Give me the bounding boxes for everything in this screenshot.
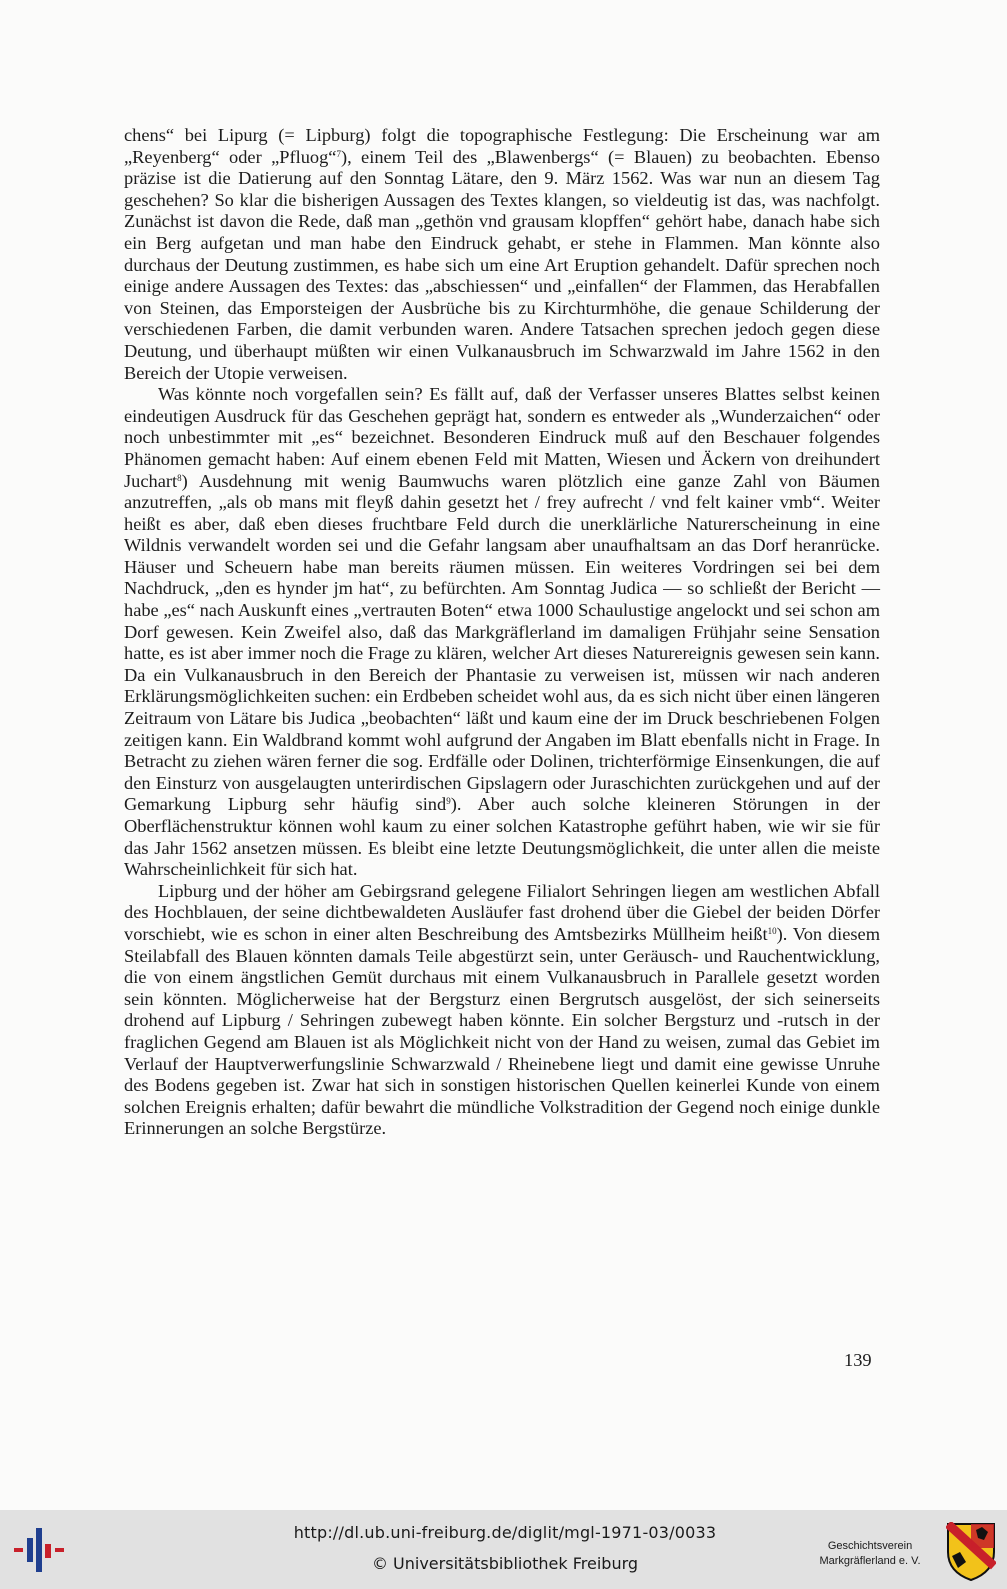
coat-of-arms-icon [946, 1522, 996, 1582]
paragraph-text: Was könnte noch vorgefallen sein? Es fällt auf, daß der Verfasser unseres Blattes selbst keinen eindeutigen Ausdruck für das Geschehen geprägt hat, sondern es entweder als „Wunderzaichen“ oder noch unbestimmter mit „es“ bezeichnet. Besonderen Eindruck muß auf den Beschauer folgendes Phänomen gemacht haben: Auf einem ebenen Feld mit Matten, Wiesen und Äckern von dreihundert Juchart [124, 384, 880, 491]
paragraph-text: ). Aber auch solche kleineren Störungen in der Oberflächenstruktur können wohl kaum zu einer solchen Katastrophe geführt haben, wie wir sie für das Jahr 1562 ansetzen müssen. Es bleibt eine letzte Deutungsmöglichkeit, die unter allen die meiste Wahrscheinlichkeit für sich hat. [124, 794, 880, 880]
page-number: 139 [844, 1350, 872, 1370]
paragraph-text: ) Ausdehnung mit wenig Baumwuchs waren plötzlich eine ganze Zahl von Bäumen anzutreffen, „als ob mans mit fleyß dahin gesetzt het / frey aufrecht / vnd felt kainer vmb“. Weiter heißt es aber, daß eben dieses fruchtbare Feld durch die unerklärliche Naturerscheinung in eine Wildnis verwandelt worden sei und die Gefahr langsam aber unaufhaltsam an das Dorf heranrücke. Häuser und Scheuern habe man bereits räumen müssen. Ein weiteres Vordringen sei bei dem Nachdruck, „den es hynder jm hat“, zu befürchten. Am Sonntag Judica — so schließt der Bericht — habe „es“ nach Auskunft eines „vertrauten Boten“ etwa 1000 Schaulustige angelockt und sei schon am Dorf gewesen. Kein Zweifel also, daß das Markgräflerland im damaligen Frühjahr seine Sensation hatte, es ist aber immer noch die Frage zu klären, welcher Art dieses Naturereignis gewesen sein kann. Da ein Vulkanausbruch in den Bereich der Phantasie zu verweisen ist, müssen wir nach anderen Erklärungsmöglichkeiten suchen: ein Erdbeben scheidet wohl aus, da es sich nicht über einen längeren Zeitraum von Lätare bis Judica „beobachten“ läßt und kaum eine der im Druck beschriebenen Folgen zeitigen kann. Ein Waldbrand kommt wohl aufgrund der Angaben im Blatt ebenfalls nicht in Frage. In Betracht zu ziehen wären ferner die sog. Erdfälle oder Dolinen, trichterförmige Einsenkungen, die auf den Einsturz von ausgelaugten unterirdischen Gipslagern oder Juraschichten zurückgehen und auf der Gemarkung Lipburg sehr häufig sind [124, 470, 880, 815]
copyright-text: © Universitätsbibliothek Freiburg [371, 1554, 639, 1573]
paragraph-text: Lipburg und der höher am Gebirgsrand gelegene Filialort Sehringen liegen am westlichen Abfall des Hochblauen, der seine dichtbewaldeten Ausläufer fast drohend über die Giebel der beiden Dörfer vorschiebt, wie es schon in einer alten Beschreibung des Amtsbezirks Müllheim heißt [124, 880, 880, 944]
body-text [124, 125, 880, 1140]
footnote-marker: 10 [767, 925, 777, 936]
paragraph [124, 125, 880, 384]
ub-freiburg-logo-icon [14, 1528, 64, 1572]
footnote-marker: 7 [336, 148, 341, 159]
publisher-line-2: Markgräflerland e. V. [819, 1555, 921, 1567]
viewer-footer [0, 1510, 1007, 1589]
paragraph-text: ), einem Teil des „Blawenbergs“ (= Blauen) zu beobachten. Ebenso präzise ist die Datierung auf den Sonntag Lätare, den 9. März 1562. Was war nun an diesem Tag geschehen? So klar die bisherigen Aussagen des Textes klangen, so vieldeutig ist das, was nachfolgt. Zunächst ist davon die Rede, daß man „gethön vnd grausam klopffen“ gehört habe, danach habe sich ein Berg aufgetan und man habe den Eindruck gehabt, er stehe in Flammen. Man könnte also durchaus der Deutung zustimmen, es habe sich um eine Art Eruption gehandelt. Dafür sprechen noch einige andere Aussagen des Textes: das „abschiessen“ und „einfallen“ der Flammen, das Herabfallen von Steinen, das Emporsteigen der Ausbrüche bis zu Kirchturmhöhe, die genaue Schilderung der verschiedenen Farben, die damit verbunden waren. Andere Tatsachen sprechen jedoch gegen diese Deutung, und überhaupt müßten wir einen Vulkanausbruch im Schwarzwald im Jahre 1562 in den Bereich der Utopie verweisen. [124, 146, 880, 383]
publisher-name [805, 1539, 935, 1569]
paragraph-text: ). Von diesem Steilabfall des Blauen könnten damals Teile abgestürzt sein, unter Geräusch- und Rauchentwicklung, die von einem ängstlichen Gemüt durchaus mit einem Vulkanausbruch in Parallele gesetzt worden sein könnten. Möglicherweise hat der Bergsturz einen Bergrutsch ausgelöst, der sich seinerseits drohend auf Lipburg / Sehringen zubewegt haben könnte. Ein solcher Bergsturz und -rutsch in der fraglichen Gegend am Blauen ist als Möglichkeit nicht von der Hand zu weisen, zumal das Gebiet im Verlauf der Hauptverwerfungslinie Schwarzwald / Rheinebene liegt und damit eine gewisse Unruhe des Bodens gegeben ist. Zwar hat sich in sonstigen historischen Quellen keinerlei Kunde von einem solchen Ereignis erhalten; dafür bewahrt die mündliche Volkstradition der Gegend noch einige dunkle Erinnerungen an solche Bergstürze. [124, 923, 880, 1139]
footnote-marker: 9 [446, 796, 451, 807]
document-url-link[interactable]: http://dl.ub.uni-freiburg.de/diglit/mgl-1971-03/0033 [293, 1523, 717, 1542]
footnote-marker: 8 [177, 472, 182, 483]
paragraph [124, 384, 880, 881]
paragraph [124, 881, 880, 1140]
paragraph-text: chens“ bei Lipurg (= Lipburg) folgt die topographische Festlegung: Die Erscheinung war am „Reyenberg“ oder „Pfluog“ [124, 125, 880, 167]
publisher-line-1: Geschichtsverein [827, 1540, 913, 1552]
